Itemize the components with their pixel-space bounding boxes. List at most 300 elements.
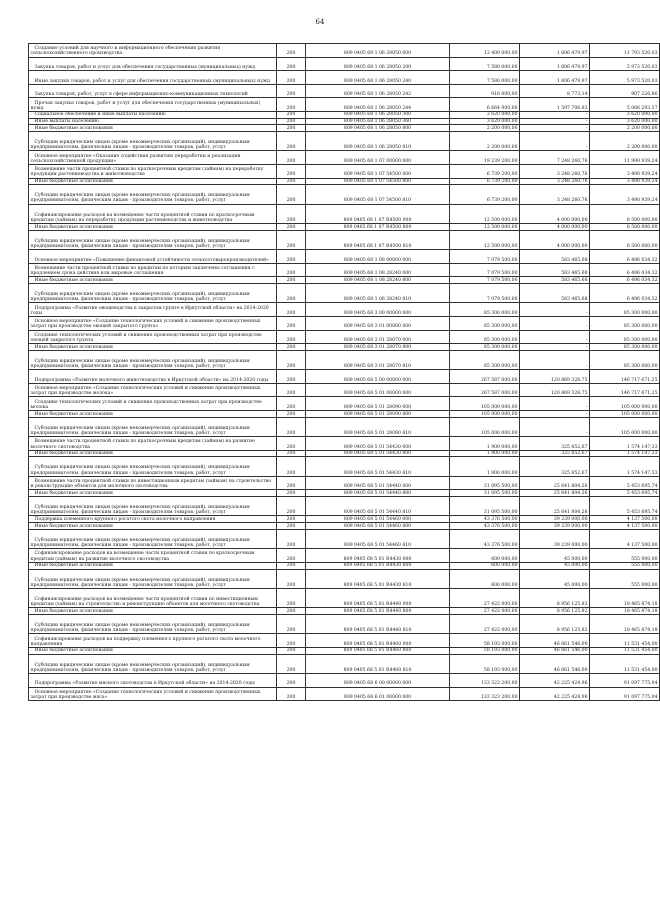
table-row	[29, 230, 660, 249]
row-name-cell: Иные бюджетные ассигнования	[29, 344, 277, 351]
row-approved-cell: 105 000 000,00	[450, 411, 520, 418]
row-kbk-cell: 809 0405 68 5 01 R4460 000	[306, 634, 450, 648]
row-unexecuted-cell: 11 531 454,00	[590, 634, 660, 648]
row-executed-cell: 1 606 479,97	[520, 71, 590, 85]
row-kbk-cell: 809 0405 68 1 06 28050 200	[306, 57, 450, 71]
table-row	[29, 263, 660, 277]
row-executed-cell: 45 000,00	[520, 562, 590, 569]
row-kbk-cell: 809 0405 68 1 08 28240 800	[306, 277, 450, 284]
row-executed-cell: 325 852,67	[520, 437, 590, 451]
row-executed-cell: -	[520, 411, 590, 418]
table-row	[29, 457, 660, 476]
row-kbk-cell: 809 0405 68 5 01 28090 810	[306, 417, 450, 436]
row-unexecuted-cell: 85 300 000,00	[590, 317, 660, 331]
row-unexecuted-cell: 4 137 500,00	[590, 516, 660, 523]
row-executed-cell: 1 606 479,97	[520, 44, 590, 58]
row-unexecuted-cell: 11 990 939,24	[590, 151, 660, 165]
row-executed-cell: -	[520, 330, 590, 344]
row-executed-cell: 1 606 479,97	[520, 57, 590, 71]
table-row	[29, 615, 660, 634]
row-kbk-cell: 809 0405 68 1 07 54500 800	[306, 178, 450, 185]
row-name-cell: Возмещение части процентной ставки по инвестиционным кредитам (займам) на строительство и реконструкцию объектов для молочного скотоводства	[29, 476, 277, 490]
row-executed-cell: 8 773,14	[520, 84, 590, 98]
row-name-cell: Субсидии юридическим лицам (кроме некоммерческих организаций), индивидуальным предпринимателям, физическим лицам - производителям товаров, работ, услуг	[29, 497, 277, 516]
row-code-cell: 200	[277, 549, 306, 563]
row-name-cell: Иные бюджетные ассигнования	[29, 125, 277, 132]
table-row	[29, 687, 660, 701]
row-unexecuted-cell: 1 574 147,33	[590, 450, 660, 457]
row-approved-cell: 2 200 000,00	[450, 132, 520, 151]
row-unexecuted-cell: 18 465 874,18	[590, 608, 660, 615]
row-name-cell: Иные выплаты населению	[29, 118, 277, 125]
table-row	[29, 185, 660, 204]
row-approved-cell: 58 193 000,00	[450, 654, 520, 673]
row-executed-cell: -	[520, 118, 590, 125]
row-approved-cell: 2 200 000,00	[450, 125, 520, 132]
row-name-cell: Субсидии юридическим лицам (кроме некоммерческих организаций), индивидуальным предпринимателям, физическим лицам - производителям товаров, работ, услуг	[29, 569, 277, 588]
row-name-cell: Прочая закупка товаров, работ и услуг для обеспечения государственных (муниципальных) нужд	[29, 98, 277, 112]
row-kbk-cell: 809 0405 68 3 00 00000 000	[306, 303, 450, 317]
table-row	[29, 344, 660, 351]
row-code-cell: 200	[277, 344, 306, 351]
table-row	[29, 569, 660, 588]
row-kbk-cell: 809 0405 68 1 08 00000 000	[306, 250, 450, 264]
row-name-cell: Возмещение части процентной ставки по краткосрочным кредитам (займам) на развитие молочного скотоводства	[29, 437, 277, 451]
row-code-cell: 200	[277, 654, 306, 673]
table-row	[29, 330, 660, 344]
row-approved-cell: 600 000,00	[450, 569, 520, 588]
row-kbk-cell: 809 0405 68 5 01 54430 810	[306, 457, 450, 476]
row-approved-cell: 43 376 500,00	[450, 523, 520, 530]
table-row	[29, 178, 660, 185]
row-unexecuted-cell: 4 137 500,00	[590, 529, 660, 548]
row-name-cell: Социальное обеспечение и иные выплаты населению	[29, 111, 277, 118]
row-executed-cell: 4 000 000,00	[520, 204, 590, 223]
table-row	[29, 303, 660, 317]
row-name-cell: Субсидии юридическим лицам (кроме некоммерческих организаций), индивидуальным предпринимателям, физическим лицам - производителям товаров, работ, услуг	[29, 615, 277, 634]
row-approved-cell: 267 587 000,00	[450, 383, 520, 397]
row-name-cell: Иные бюджетные ассигнования	[29, 450, 277, 457]
row-name-cell: Субсидии юридическим лицам (кроме некоммерческих организаций), индивидуальным предпринимателям, физическим лицам - производителям товаров, работ, услуг	[29, 457, 277, 476]
row-name-cell: Иные бюджетные ассигнования	[29, 562, 277, 569]
row-approved-cell: 6 739 200,00	[450, 178, 520, 185]
table-row	[29, 397, 660, 411]
row-executed-cell: 325 852,67	[520, 457, 590, 476]
row-code-cell: 200	[277, 529, 306, 548]
row-kbk-cell: 809 0405 68 3 01 00000 000	[306, 317, 450, 331]
row-name-cell: Основное мероприятие «Создание технологических условий и снижение производственных затрат при производстве овощей закрытого грунта»	[29, 317, 277, 331]
row-kbk-cell: 809 0405 68 5 01 28090 800	[306, 411, 450, 418]
row-executed-cell: 39 239 000,00	[520, 523, 590, 530]
row-unexecuted-cell: 146 717 671,25	[590, 383, 660, 397]
row-kbk-cell: 809 0405 68 5 01 54430 000	[306, 437, 450, 451]
table-row	[29, 674, 660, 688]
row-kbk-cell: 809 0405 68 5 01 R4440 000	[306, 588, 450, 607]
table-row	[29, 125, 660, 132]
row-name-cell: Субсидии юридическим лицам (кроме некоммерческих организаций), индивидуальным предпринимателям, физическим лицам - производителям товаров, работ, услуг	[29, 185, 277, 204]
row-code-cell: 200	[277, 44, 306, 58]
row-executed-cell: -	[520, 417, 590, 436]
row-kbk-cell: 809 0405 68 1 08 28240 810	[306, 284, 450, 303]
row-unexecuted-cell: 1 574 147,33	[590, 437, 660, 451]
row-executed-cell: 45 000,00	[520, 549, 590, 563]
table-body	[29, 44, 660, 701]
row-unexecuted-cell: 18 465 874,18	[590, 615, 660, 634]
table-row	[29, 647, 660, 654]
row-name-cell: Подпрограмма «Развитие овощеводства в закрытом грунте в Иркутской области» на 2014-2020 годы	[29, 303, 277, 317]
row-name-cell: Софинансирование расходов на возмещение части процентной ставки по краткосрочным кредитам (займам) на переработку продукции растениеводства и животноводства	[29, 204, 277, 223]
row-name-cell: Субсидии юридическим лицам (кроме некоммерческих организаций), индивидуальным предпринимателям, физическим лицам - производителям товаров, работ, услуг	[29, 132, 277, 151]
row-kbk-cell: 809 0405 68 6 01 00000 000	[306, 687, 450, 701]
table-row	[29, 165, 660, 179]
row-kbk-cell: 809 0405 68 1 07 54500 810	[306, 185, 450, 204]
row-executed-cell: -	[520, 317, 590, 331]
row-code-cell: 200	[277, 674, 306, 688]
row-executed-cell: 8 956 125,82	[520, 608, 590, 615]
budget-execution-table	[28, 43, 660, 701]
row-unexecuted-cell: 105 000 000,00	[590, 417, 660, 436]
row-name-cell: Субсидии юридическим лицам (кроме некоммерческих организаций), индивидуальным предпринимателям, физическим лицам - производителям товаров, работ, услуг	[29, 230, 277, 249]
row-kbk-cell: 809 0405 68 1 06 28050 800	[306, 125, 450, 132]
row-approved-cell: 85 300 000,00	[450, 317, 520, 331]
table-row	[29, 476, 660, 490]
row-approved-cell: 85 300 000,00	[450, 330, 520, 344]
row-name-cell: Иные бюджетные ассигнования	[29, 608, 277, 615]
table-row	[29, 57, 660, 71]
row-approved-cell: 85 300 000,00	[450, 344, 520, 351]
row-unexecuted-cell: 6 496 034,32	[590, 263, 660, 277]
row-approved-cell: 58 193 000,00	[450, 647, 520, 654]
row-executed-cell: 3 248 260,76	[520, 185, 590, 204]
row-unexecuted-cell: 91 097 775,04	[590, 674, 660, 688]
row-kbk-cell: 809 0405 68 1 06 28050 360	[306, 118, 450, 125]
row-kbk-cell: 809 0405 68 3 01 28070 000	[306, 330, 450, 344]
row-approved-cell: 27 422 000,00	[450, 608, 520, 615]
row-executed-cell: 583 465,68	[520, 284, 590, 303]
row-code-cell: 200	[277, 647, 306, 654]
row-code-cell: 200	[277, 178, 306, 185]
row-name-cell: Субсидии юридическим лицам (кроме некоммерческих организаций), индивидуальным предпринимателям, физическим лицам - производителям товаров, работ, услуг	[29, 350, 277, 369]
row-code-cell: 200	[277, 516, 306, 523]
row-executed-cell: 25 641 804,26	[520, 490, 590, 497]
row-executed-cell: 4 000 000,00	[520, 224, 590, 231]
row-code-cell: 200	[277, 687, 306, 701]
row-unexecuted-cell: 5 453 695,74	[590, 476, 660, 490]
row-unexecuted-cell: 5 066 293,17	[590, 98, 660, 112]
row-code-cell: 200	[277, 608, 306, 615]
row-approved-cell: 7 079 500,00	[450, 263, 520, 277]
row-code-cell: 200	[277, 615, 306, 634]
row-kbk-cell: 809 0405 68 5 01 54440 800	[306, 490, 450, 497]
row-executed-cell: 3 248 260,76	[520, 165, 590, 179]
row-code-cell: 200	[277, 98, 306, 112]
row-kbk-cell: 809 0405 68 5 01 R4440 810	[306, 615, 450, 634]
row-code-cell: 200	[277, 457, 306, 476]
row-executed-cell: -	[520, 344, 590, 351]
row-kbk-cell: 809 0405 68 5 01 R4430 810	[306, 569, 450, 588]
row-code-cell: 200	[277, 450, 306, 457]
table-row	[29, 654, 660, 673]
row-kbk-cell: 809 0405 68 1 06 28050 000	[306, 44, 450, 58]
row-approved-cell: 31 095 500,00	[450, 476, 520, 490]
row-unexecuted-cell: 555 000,00	[590, 569, 660, 588]
row-executed-cell: 25 641 804,26	[520, 497, 590, 516]
row-unexecuted-cell: 3 490 939,24	[590, 178, 660, 185]
row-approved-cell: 31 095 500,00	[450, 490, 520, 497]
row-code-cell: 200	[277, 230, 306, 249]
row-unexecuted-cell: 555 000,00	[590, 549, 660, 563]
row-code-cell: 200	[277, 383, 306, 397]
row-code-cell: 200	[277, 497, 306, 516]
row-approved-cell: 600 000,00	[450, 549, 520, 563]
row-code-cell: 200	[277, 370, 306, 384]
row-executed-cell: 46 661 546,00	[520, 647, 590, 654]
row-unexecuted-cell: 8 500 000,00	[590, 204, 660, 223]
table-row	[29, 549, 660, 563]
table-row	[29, 250, 660, 264]
row-unexecuted-cell: 105 000 000,00	[590, 397, 660, 411]
row-kbk-cell: 809 0405 68 5 01 54440 810	[306, 497, 450, 516]
row-kbk-cell: 809 0405 68 5 01 54440 000	[306, 476, 450, 490]
row-approved-cell: 600 000,00	[450, 562, 520, 569]
row-code-cell: 200	[277, 411, 306, 418]
row-code-cell: 200	[277, 57, 306, 71]
table-row	[29, 317, 660, 331]
row-kbk-cell: 809 0405 68 1 07 R4500 810	[306, 230, 450, 249]
row-kbk-cell: 809 0405 68 1 06 28050 242	[306, 84, 450, 98]
row-kbk-cell: 809 0405 68 1 08 28240 000	[306, 263, 450, 277]
row-name-cell: Основное мероприятие «Создание технологических условий и снижение производственных затрат при производстве мяса»	[29, 687, 277, 701]
row-unexecuted-cell: 18 465 874,18	[590, 588, 660, 607]
row-executed-cell: 42 225 424,96	[520, 674, 590, 688]
table-row	[29, 516, 660, 523]
row-name-cell: Субсидии юридическим лицам (кроме некоммерческих организаций), индивидуальным предпринимателям, физическим лицам - производителям товаров, работ, услуг	[29, 654, 277, 673]
row-name-cell: Возмещение части процентной ставки по краткосрочным кредитам (займам) на переработку продукции растениеводства и животноводства	[29, 165, 277, 179]
row-approved-cell: 3 620 000,00	[450, 118, 520, 125]
row-unexecuted-cell: 5 453 695,74	[590, 497, 660, 516]
row-code-cell: 200	[277, 317, 306, 331]
table-row	[29, 417, 660, 436]
row-approved-cell: 7 079 500,00	[450, 250, 520, 264]
table-row	[29, 44, 660, 58]
row-code-cell: 200	[277, 490, 306, 497]
row-approved-cell: 85 300 000,00	[450, 303, 520, 317]
row-unexecuted-cell: 2 200 000,00	[590, 125, 660, 132]
row-approved-cell: 43 376 500,00	[450, 529, 520, 548]
row-code-cell: 200	[277, 125, 306, 132]
row-code-cell: 200	[277, 397, 306, 411]
row-kbk-cell: 809 0405 68 1 06 28050 240	[306, 71, 450, 85]
row-kbk-cell: 809 0405 68 5 01 54460 800	[306, 523, 450, 530]
row-name-cell: Создание технологических условий и снижение производственных затрат при производстве молока	[29, 397, 277, 411]
row-executed-cell: -	[520, 303, 590, 317]
row-code-cell: 200	[277, 204, 306, 223]
row-executed-cell: 39 239 000,00	[520, 529, 590, 548]
row-approved-cell: 1 900 000,00	[450, 457, 520, 476]
row-unexecuted-cell: 3 490 939,24	[590, 165, 660, 179]
row-kbk-cell: 809 0405 68 5 01 R4430 800	[306, 562, 450, 569]
row-name-cell: Возмещение части процентной ставки по кредитам по которым заключены соглашения с продлением срока действия или мировые соглашения	[29, 263, 277, 277]
row-approved-cell: 267 587 000,00	[450, 370, 520, 384]
row-executed-cell: 7 248 260,76	[520, 151, 590, 165]
row-executed-cell: -	[520, 125, 590, 132]
row-name-cell: Создание технологических условий и снижение производственных затрат при производстве овощей закрытого грунта	[29, 330, 277, 344]
row-unexecuted-cell: 85 300 000,00	[590, 303, 660, 317]
row-approved-cell: 7 079 500,00	[450, 284, 520, 303]
table-row	[29, 411, 660, 418]
row-unexecuted-cell: 5 453 695,74	[590, 490, 660, 497]
row-code-cell: 200	[277, 569, 306, 588]
row-approved-cell: 12 500 000,00	[450, 224, 520, 231]
row-unexecuted-cell: 146 717 671,25	[590, 370, 660, 384]
row-approved-cell: 3 620 000,00	[450, 111, 520, 118]
row-code-cell: 200	[277, 118, 306, 125]
row-kbk-cell: 809 0405 68 1 06 28050 300	[306, 111, 450, 118]
row-executed-cell: 583 465,68	[520, 263, 590, 277]
row-kbk-cell: 809 0405 68 5 01 R4460 800	[306, 647, 450, 654]
row-code-cell: 200	[277, 303, 306, 317]
row-kbk-cell: 809 0405 68 1 07 R4500 800	[306, 224, 450, 231]
row-approved-cell: 85 300 000,00	[450, 350, 520, 369]
row-unexecuted-cell: 6 496 034,32	[590, 250, 660, 264]
row-approved-cell: 13 400 000,00	[450, 44, 520, 58]
row-unexecuted-cell: 91 097 775,04	[590, 687, 660, 701]
table-row	[29, 224, 660, 231]
row-executed-cell: 325 852,67	[520, 450, 590, 457]
row-code-cell: 200	[277, 250, 306, 264]
row-code-cell: 200	[277, 417, 306, 436]
row-kbk-cell: 809 0405 68 3 01 28070 800	[306, 344, 450, 351]
table-row	[29, 84, 660, 98]
table-row	[29, 98, 660, 112]
row-approved-cell: 1 900 000,00	[450, 450, 520, 457]
row-kbk-cell: 809 0405 68 5 01 R4430 000	[306, 549, 450, 563]
row-unexecuted-cell: 3 620 000,00	[590, 118, 660, 125]
row-code-cell: 200	[277, 111, 306, 118]
row-executed-cell: 8 956 125,82	[520, 615, 590, 634]
table-row	[29, 562, 660, 569]
table-row	[29, 497, 660, 516]
row-code-cell: 200	[277, 634, 306, 648]
row-code-cell: 200	[277, 185, 306, 204]
row-approved-cell: 31 095 500,00	[450, 497, 520, 516]
row-name-cell: Закупка товаров, работ, услуг в сфере информационно-коммуникационных технологий	[29, 84, 277, 98]
row-approved-cell: 105 000 000,00	[450, 397, 520, 411]
table-row	[29, 634, 660, 648]
row-executed-cell: -	[520, 350, 590, 369]
row-code-cell: 200	[277, 84, 306, 98]
row-name-cell: Иные бюджетные ассигнования	[29, 277, 277, 284]
table-row	[29, 277, 660, 284]
row-code-cell: 200	[277, 132, 306, 151]
row-unexecuted-cell: 6 496 034,32	[590, 284, 660, 303]
row-code-cell: 200	[277, 71, 306, 85]
row-approved-cell: 27 422 000,00	[450, 588, 520, 607]
row-kbk-cell: 809 0405 68 5 01 R4460 810	[306, 654, 450, 673]
row-unexecuted-cell: 1 574 147,33	[590, 457, 660, 476]
row-executed-cell: 3 248 260,76	[520, 178, 590, 185]
row-executed-cell: 39 239 000,00	[520, 516, 590, 523]
table-row	[29, 71, 660, 85]
row-code-cell: 200	[277, 263, 306, 277]
row-executed-cell: 120 869 328,75	[520, 383, 590, 397]
row-unexecuted-cell: 11 531 454,00	[590, 647, 660, 654]
row-unexecuted-cell: 105 000 000,00	[590, 411, 660, 418]
row-approved-cell: 1 900 000,00	[450, 437, 520, 451]
row-code-cell: 200	[277, 476, 306, 490]
row-code-cell: 200	[277, 350, 306, 369]
table-row	[29, 204, 660, 223]
row-kbk-cell: 809 0405 68 1 06 28050 244	[306, 98, 450, 112]
table-row	[29, 490, 660, 497]
row-unexecuted-cell: 5 973 520,03	[590, 71, 660, 85]
row-name-cell: Закупка товаров, работ и услуг для обеспечения государственных (муниципальных) нужд	[29, 57, 277, 71]
row-unexecuted-cell: 85 300 000,00	[590, 344, 660, 351]
table-row	[29, 588, 660, 607]
row-name-cell: Иные бюджетные ассигнования	[29, 411, 277, 418]
row-unexecuted-cell: 11 793 520,03	[590, 44, 660, 58]
row-name-cell: Субсидии юридическим лицам (кроме некоммерческих организаций), индивидуальным предпринимателям, физическим лицам - производителям товаров, работ, услуг	[29, 284, 277, 303]
row-kbk-cell: 809 0405 68 1 07 54500 000	[306, 165, 450, 179]
row-executed-cell: 46 661 546,00	[520, 634, 590, 648]
row-kbk-cell: 809 0405 68 5 01 28090 000	[306, 397, 450, 411]
row-unexecuted-cell: 6 496 034,32	[590, 277, 660, 284]
row-unexecuted-cell: 85 300 000,00	[590, 330, 660, 344]
row-unexecuted-cell: 8 500 000,00	[590, 230, 660, 249]
row-approved-cell: 19 239 200,00	[450, 151, 520, 165]
row-executed-cell: 120 869 328,75	[520, 370, 590, 384]
row-name-cell: Иные бюджетные ассигнования	[29, 178, 277, 185]
row-code-cell: 200	[277, 588, 306, 607]
table-row	[29, 350, 660, 369]
table-row	[29, 450, 660, 457]
row-approved-cell: 7 580 000,00	[450, 57, 520, 71]
row-executed-cell: 4 000 000,00	[520, 230, 590, 249]
row-executed-cell: -	[520, 132, 590, 151]
row-unexecuted-cell: 555 000,00	[590, 562, 660, 569]
row-approved-cell: 133 323 200,00	[450, 687, 520, 701]
row-name-cell: Субсидии юридическим лицам (кроме некоммерческих организаций), индивидуальным предпринимателям, физическим лицам - производителям товаров, работ, услуг	[29, 417, 277, 436]
row-approved-cell: 7 079 500,00	[450, 277, 520, 284]
row-kbk-cell: 809 0405 68 6 00 00000 000	[306, 674, 450, 688]
row-code-cell: 200	[277, 437, 306, 451]
row-approved-cell: 7 580 000,00	[450, 71, 520, 85]
table-row	[29, 523, 660, 530]
row-kbk-cell: 809 0405 68 5 00 00000 000	[306, 370, 450, 384]
row-unexecuted-cell: 907 226,86	[590, 84, 660, 98]
row-approved-cell: 58 193 000,00	[450, 634, 520, 648]
row-code-cell: 200	[277, 284, 306, 303]
row-name-cell: Софинансирование расходов на возмещение части процентной ставки по инвестиционным кредитам (займам) на строительство и реконструкцию объектов для молочного скотоводства	[29, 588, 277, 607]
table-row	[29, 132, 660, 151]
row-approved-cell: 105 000 000,00	[450, 417, 520, 436]
row-name-cell: Основное мероприятие «Повышение финансовой устойчивости сельхозтоваропроизводителей»	[29, 250, 277, 264]
table-row	[29, 383, 660, 397]
table-row	[29, 151, 660, 165]
row-name-cell: Софинансирование расходов на поддержку племенного крупного рогатого скота молочного направления	[29, 634, 277, 648]
row-name-cell: Иные бюджетные ассигнования	[29, 647, 277, 654]
row-executed-cell: -	[520, 397, 590, 411]
row-approved-cell: 27 422 000,00	[450, 615, 520, 634]
row-kbk-cell: 809 0405 68 5 01 54460 810	[306, 529, 450, 548]
row-executed-cell: 25 641 804,26	[520, 476, 590, 490]
table-row	[29, 118, 660, 125]
row-unexecuted-cell: 3 490 939,24	[590, 185, 660, 204]
row-unexecuted-cell: 3 620 000,00	[590, 111, 660, 118]
row-executed-cell: 8 956 125,82	[520, 588, 590, 607]
row-approved-cell: 12 500 000,00	[450, 204, 520, 223]
row-unexecuted-cell: 85 300 000,00	[590, 350, 660, 369]
